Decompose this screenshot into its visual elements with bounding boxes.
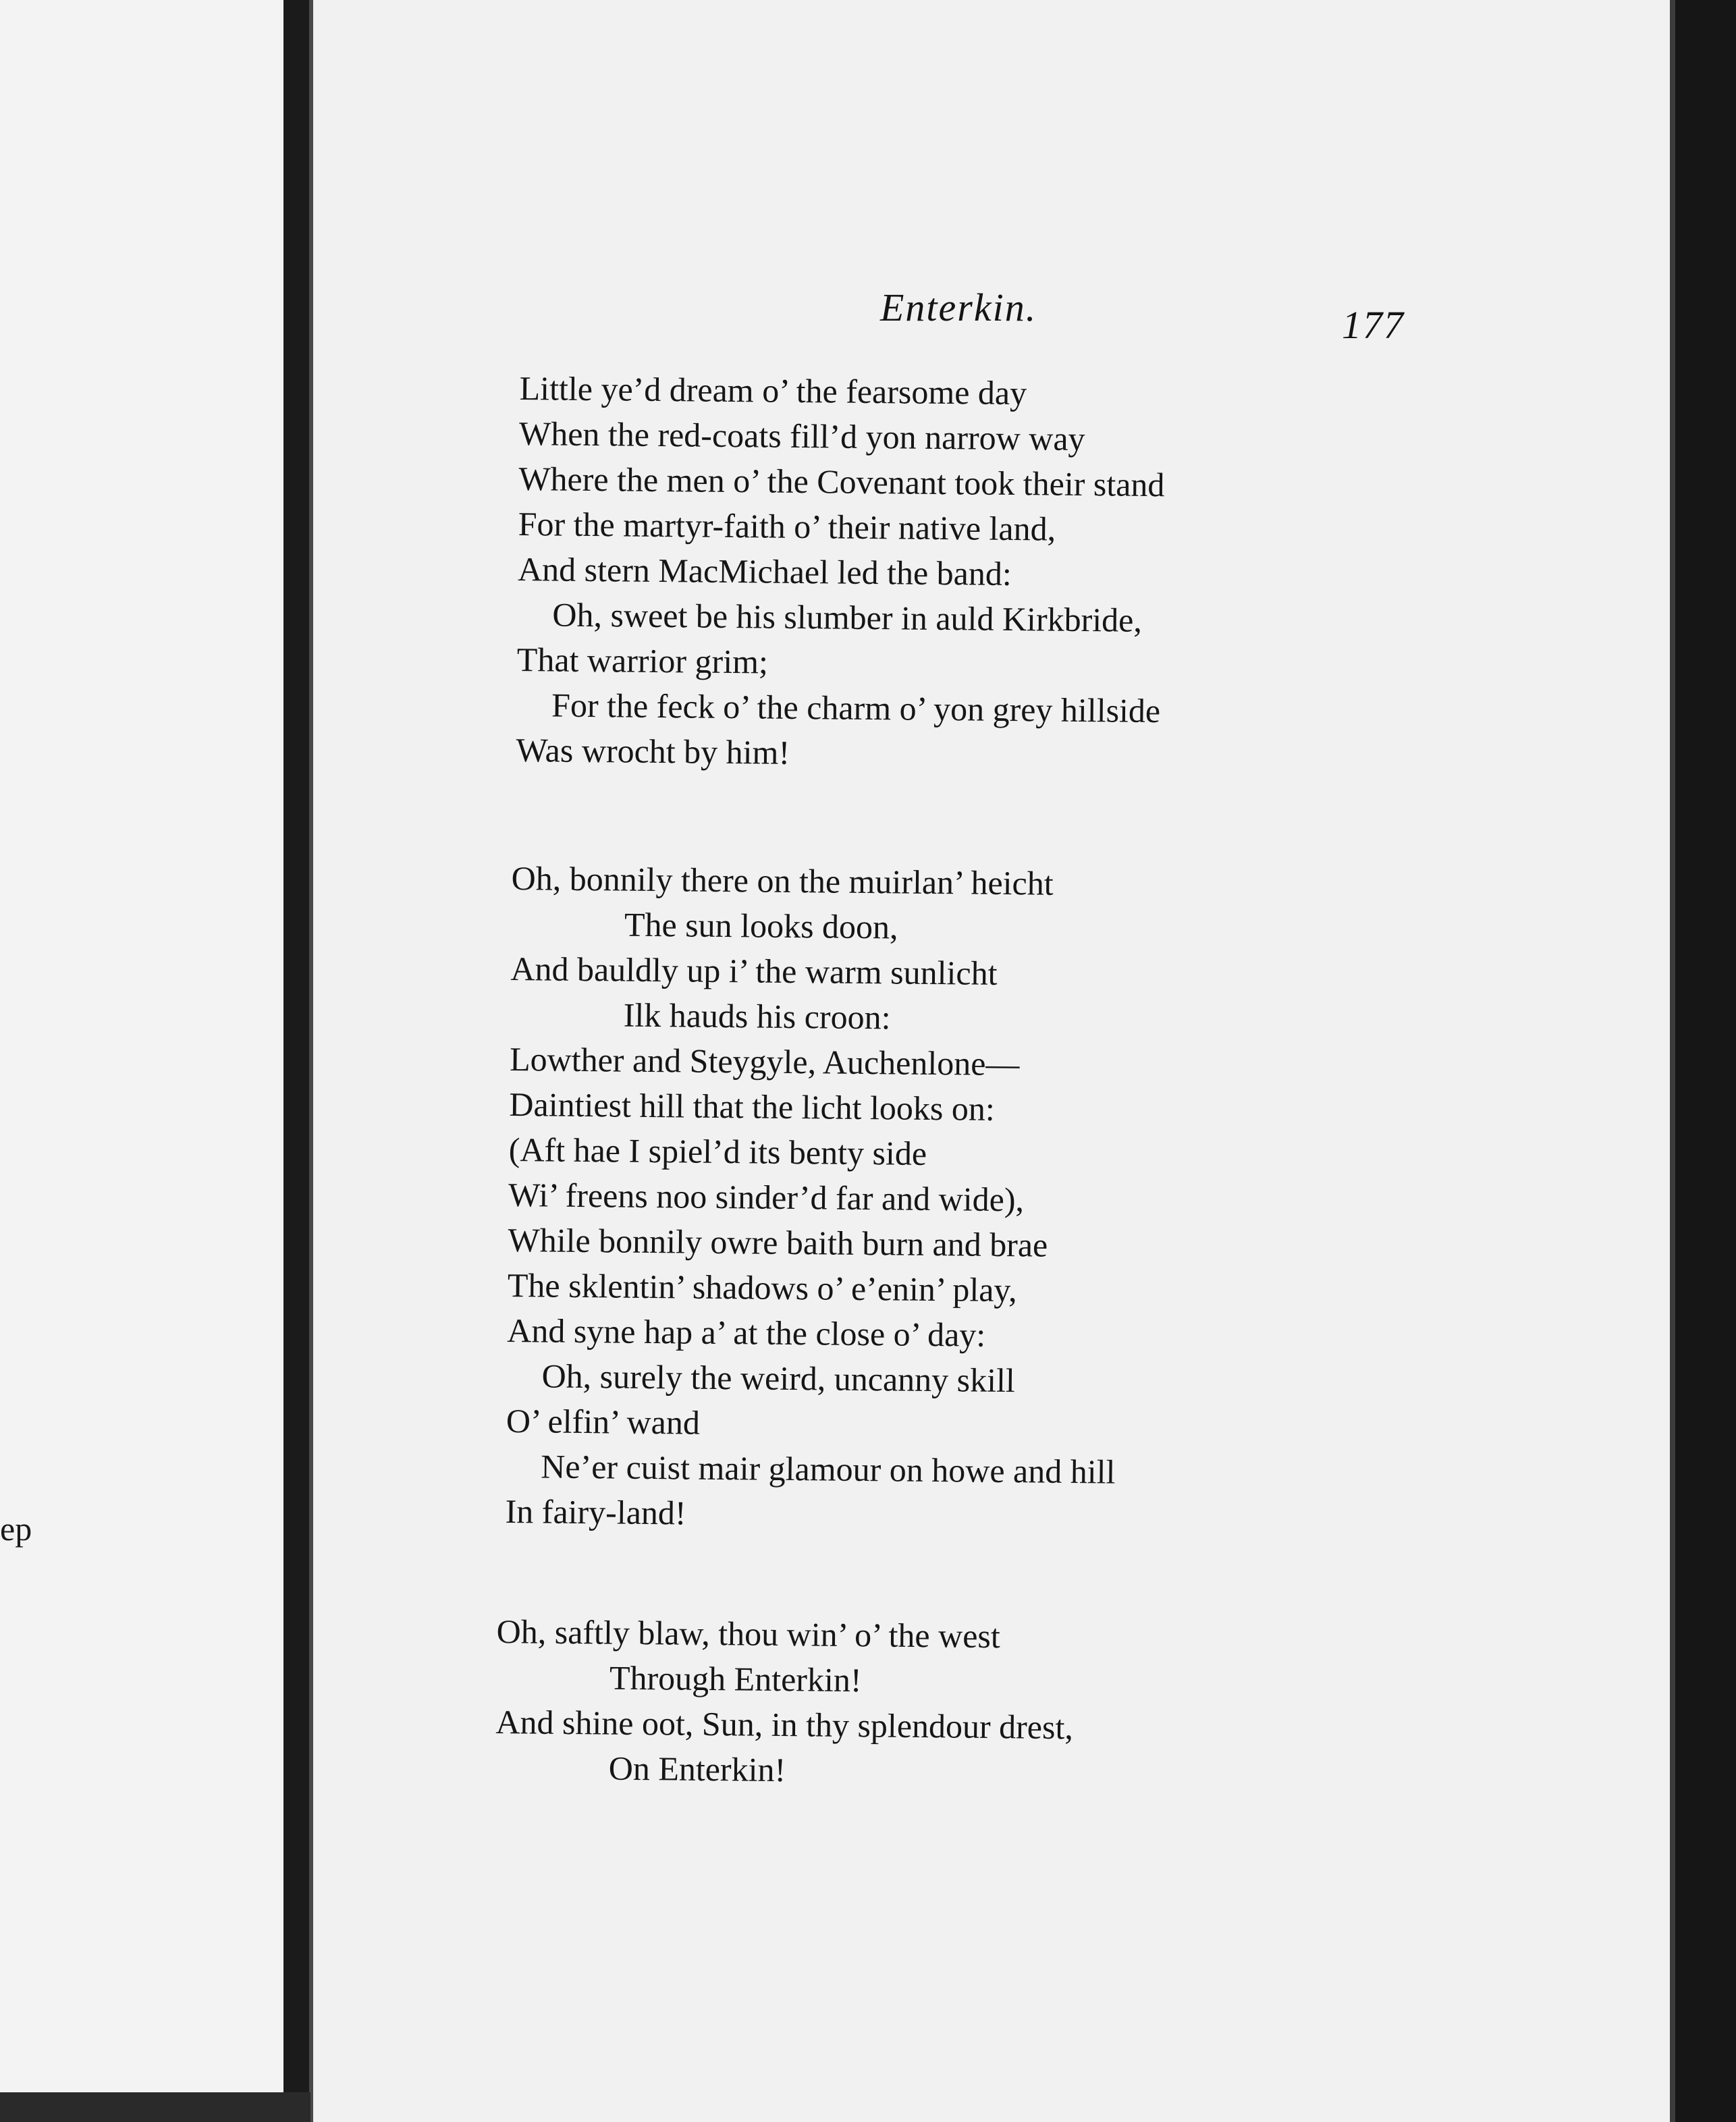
poem-line: When the red-coats fill’d yon narrow way	[518, 414, 1085, 458]
poem-line: (Aft hae I spiel’d its benty side	[508, 1130, 927, 1172]
poem-line: On Enterkin!	[608, 1749, 786, 1789]
poem-line: Where the men o’ the Covenant took their stand	[518, 459, 1165, 504]
page-number: 177	[1342, 303, 1405, 347]
poem-line: Lowther and Steygyle, Auchenlone—	[509, 1039, 1020, 1083]
poem-line: Ilk hauds his croon:	[623, 996, 891, 1037]
right-border-edge	[1670, 0, 1675, 2122]
stanza-2	[505, 856, 1121, 1540]
poem-line: Oh, bonnily there on the muirlan’ heicht	[511, 859, 1054, 902]
bottom-shadow	[0, 2092, 310, 2122]
poem-line: Little ye’d dream o’ the fearsome day	[519, 369, 1027, 412]
poem-line: And stern MacMichael led the band:	[517, 549, 1012, 593]
poem-line: In fairy-land!	[505, 1492, 686, 1532]
poem-line: Ne’er cuist mair glamour on howe and hill	[541, 1447, 1116, 1491]
poem-line: Wi’ freens noo sinder’d far and wide),	[508, 1175, 1025, 1219]
poem-line: And shine oot, Sun, in thy splendour drest,	[495, 1702, 1074, 1747]
stanza-3	[495, 1609, 1074, 1795]
poem-line: Oh, surely the weird, uncanny skill	[541, 1357, 1016, 1400]
poem-line: And syne hap a’ at the close o’ day:	[506, 1311, 986, 1354]
poem-line: Oh, saftly blaw, thou win’ o’ the west	[496, 1612, 1001, 1656]
poem-line: O’ elfin’ wand	[506, 1401, 701, 1442]
poem-line: Oh, sweet be his slumber in auld Kirkbride,	[552, 595, 1143, 639]
stanza-1	[516, 366, 1166, 779]
poem-line: The sklentin’ shadows o’ e’enin’ play,	[507, 1266, 1017, 1309]
poem-line: The sun looks doon,	[624, 905, 898, 946]
poem-line: And bauldly up i’ the warm sunlicht	[510, 949, 998, 992]
left-page	[0, 0, 283, 2122]
poem-line: Daintiest hill that the licht looks on:	[509, 1085, 996, 1128]
poem-line: For the feck o’ the charm o’ yon grey hillside	[551, 686, 1161, 730]
page-gutter	[283, 0, 310, 2122]
right-border	[1670, 0, 1736, 2122]
running-head: Enterkin.	[880, 285, 1037, 329]
poem-line: For the martyr-faith o’ their native land,	[518, 504, 1056, 548]
left-page-text-fragment: ep	[0, 1510, 32, 1548]
poem-line: Through Enterkin!	[609, 1658, 862, 1699]
poem-line: Was wrocht by him!	[516, 730, 790, 771]
poem-line: That warrior grim;	[516, 640, 769, 681]
poem-line: While bonnily owre baith burn and brae	[508, 1220, 1048, 1264]
